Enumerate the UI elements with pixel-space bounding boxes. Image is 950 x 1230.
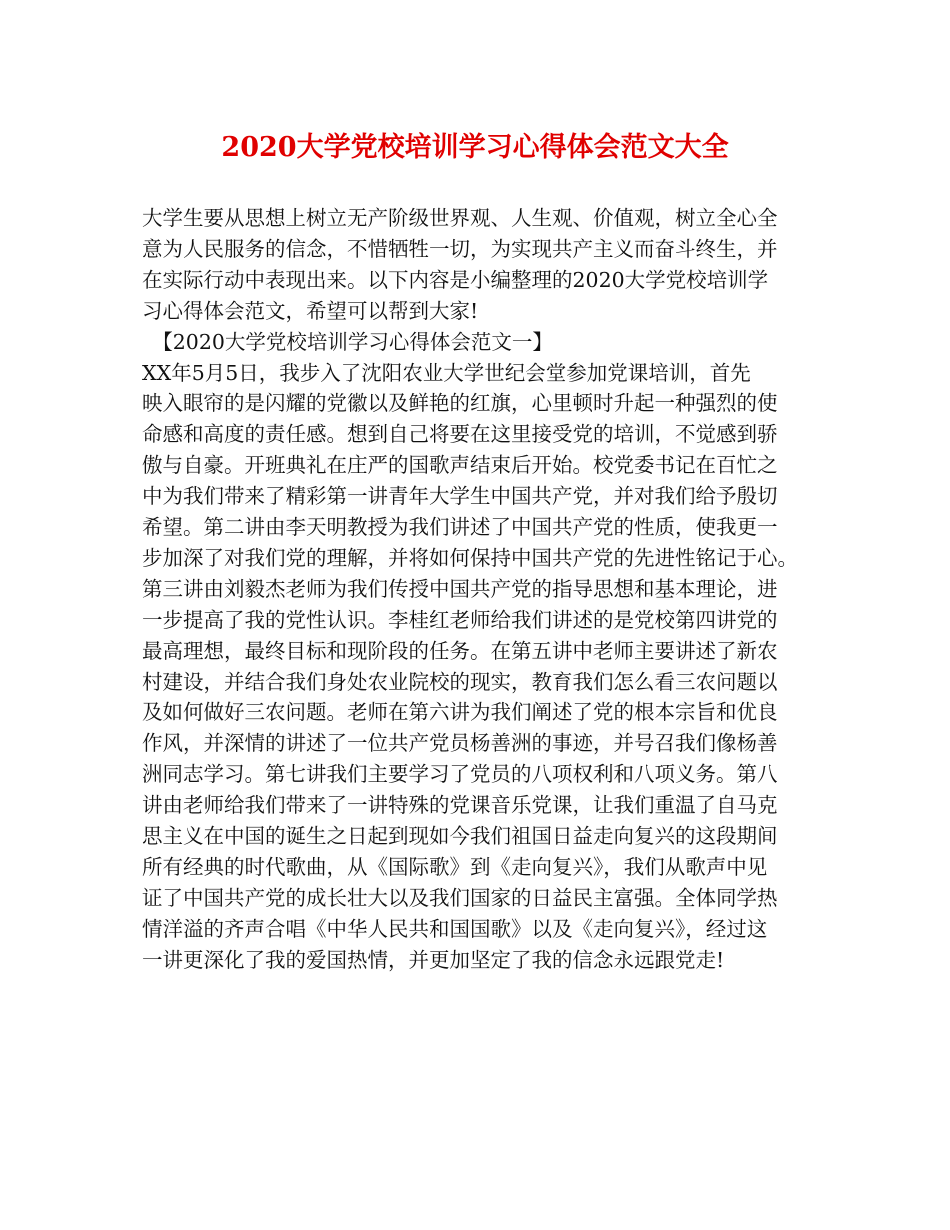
body-text-line: 一讲更深化了我的爱国热情，并更加坚定了我的信念永远跟党走! bbox=[142, 947, 725, 972]
body-text-line: 情洋溢的齐声合唱《中华人民共和国国歌》以及《走向复兴》，经过这 bbox=[142, 916, 768, 941]
body-text-line: 所有经典的时代歌曲，从《国际歌》到《走向复兴》，我们从歌声中见 bbox=[142, 854, 768, 879]
body-text-line: 作风，并深情的讲述了一位共产党员杨善洲的事迹，并号召我们像杨善 bbox=[142, 731, 778, 756]
body-text-line: 在实际行动中表现出来。以下内容是小编整理的2020大学党校培训学 bbox=[142, 267, 769, 292]
body-text-line: 大学生要从思想上树立无产阶级世界观、人生观、价值观，树立全心全 bbox=[142, 206, 778, 230]
body-text-line: 及如何做好三农问题。老师在第六讲为我们阐述了党的根本宗旨和优良 bbox=[142, 700, 778, 725]
body-text-line: 命感和高度的责任感。想到自己将要在这里接受党的培训，不觉感到骄 bbox=[142, 422, 778, 447]
body-text-line: 村建设，并结合我们身处农业院校的现实，教育我们怎么看三农问题以 bbox=[142, 669, 778, 694]
body-text-line: 中为我们带来了精彩第一讲青年大学生中国共产党，并对我们给予殷切 bbox=[142, 484, 778, 509]
body-text-line: 洲同志学习。第七讲我们主要学习了党员的八项权利和八项义务。第八 bbox=[142, 762, 778, 787]
body-text-line: 第三讲由刘毅杰老师为我们传授中国共产党的指导思想和基本理论，进 bbox=[142, 576, 778, 601]
body-text-line: 证了中国共产党的成长壮大以及我们国家的日益民主富强。全体同学热 bbox=[142, 885, 778, 910]
body-text-line: 意为人民服务的信念，不惜牺牲一切，为实现共产主义而奋斗终生，并 bbox=[142, 236, 778, 261]
body-text-line: 希望。第二讲由李天明教授为我们讲述了中国共产党的性质，使我更一 bbox=[142, 515, 778, 539]
document-title: 2020大学党校培训学习心得体会范文大全 bbox=[221, 132, 729, 163]
body-text-line: 傲与自豪。开班典礼在庄严的国歌声结束后开始。校党委书记在百忙之 bbox=[142, 453, 778, 478]
body-text-line: XX年5月5日，我步入了沈阳农业大学世纪会堂参加党课培训，首先 bbox=[142, 360, 751, 385]
body-text-line: 思主义在中国的诞生之日起到现如今我们祖国日益走向复兴的这段期间 bbox=[142, 824, 778, 848]
body-text-line: 最高理想，最终目标和现阶段的任务。在第五讲中老师主要讲述了新农 bbox=[142, 638, 778, 663]
body-text-line: 一步提高了我的党性认识。李桂红老师给我们讲述的是党校第四讲党的 bbox=[142, 607, 778, 632]
body-text-line: 映入眼帘的是闪耀的党徽以及鲜艳的红旗，心里顿时升起一种强烈的使 bbox=[142, 391, 778, 416]
body-text-line: 【2020大学党校培训学习心得体会范文一】 bbox=[142, 329, 553, 354]
body-text-line: 讲由老师给我们带来了一讲特殊的党课音乐党课，让我们重温了自马克 bbox=[142, 793, 778, 818]
body-text-line: 习心得体会范文，希望可以帮到大家! bbox=[142, 298, 479, 323]
body-text-line: 步加深了对我们党的理解，并将如何保持中国共产党的先进性铭记于心。 bbox=[142, 545, 798, 570]
